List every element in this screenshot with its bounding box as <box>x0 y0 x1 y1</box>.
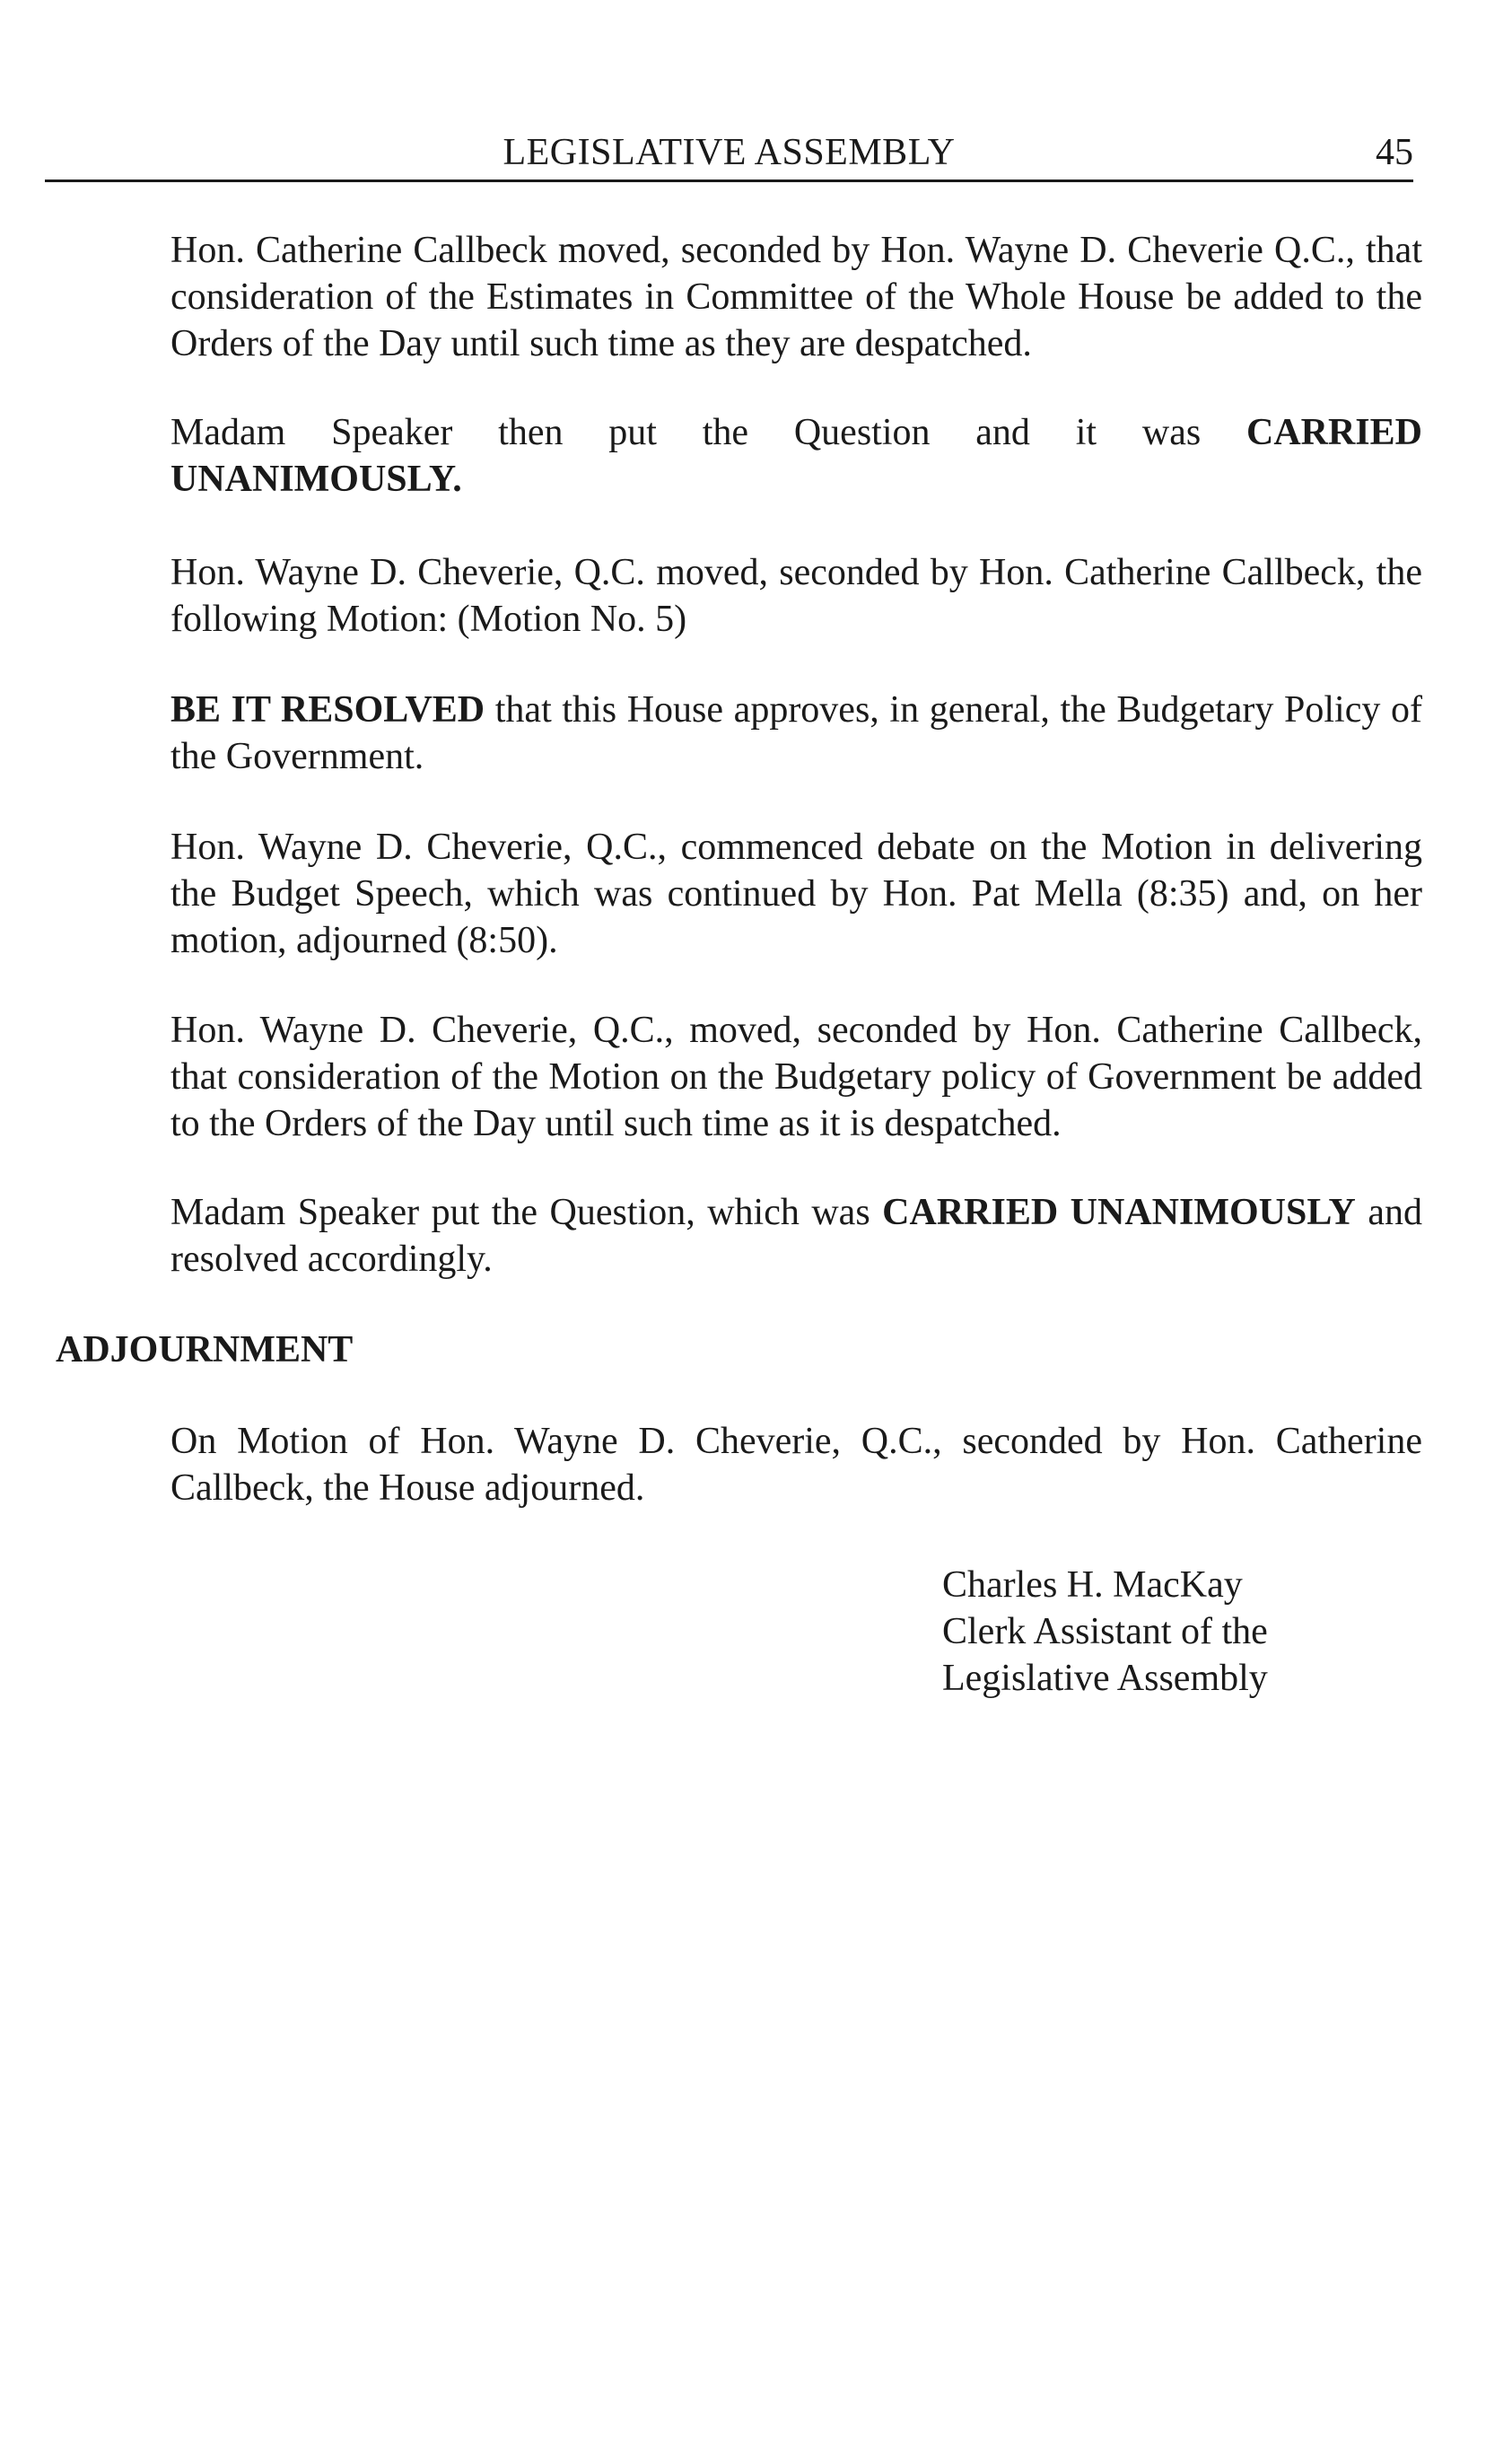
signatory-name: Charles H. MacKay <box>942 1564 1243 1606</box>
paragraph-question-carried <box>170 409 1422 503</box>
resolution-text: that this House approves, in general, the Budgetary Policy of the Government. <box>170 689 1422 777</box>
unanimously-label: UNANIMOUSLY. <box>170 459 462 500</box>
paragraph-budget-motion: Hon. Wayne D. Cheverie, Q.C. moved, seconded by Hon. Catherine Callbeck, the following Motion: (Motion No. 5) <box>170 552 1422 640</box>
question-line <box>170 409 1422 456</box>
paragraph-adjournment: On Motion of Hon. Wayne D. Cheverie, Q.C., seconded by Hon. Catherine Callbeck, the House adjourned. <box>170 1421 1422 1509</box>
paragraph-budgetary-policy: Hon. Wayne D. Cheverie, Q.C., moved, seconded by Hon. Catherine Callbeck, that consideration of the Motion on the Budgetary policy of Government be added to the Orders of the Day until such time as it is despatched. <box>170 1010 1422 1144</box>
question-text: Madam Speaker then put the Question and it was <box>170 412 1202 453</box>
paragraph-estimates-motion: Hon. Catherine Callbeck moved, seconded by Hon. Wayne D. Cheverie Q.C., that consideration of the Estimates in Committee of the Whole House be added to the Orders of the Day until such time as they are despatched. <box>170 230 1422 364</box>
page-header <box>45 126 1413 182</box>
signatory-title-line2: Legislative Assembly <box>942 1658 1268 1699</box>
carried-label: CARRIED <box>1245 412 1422 453</box>
resolved-label: BE IT RESOLVED <box>170 689 485 731</box>
question-text-2: Madam Speaker put the Question, which was <box>170 1192 883 1233</box>
resolved-accordingly-text: and resolved accordingly. <box>170 1192 1422 1280</box>
paragraph-budget-speech: Hon. Wayne D. Cheverie, Q.C., commenced debate on the Motion in delivering the Budget Speech, which was continued by Hon. Pat Mella (8:35) and, on her motion, adjourned (8:50). <box>170 827 1422 961</box>
paragraph-carried-unanimously <box>170 1189 1422 1283</box>
signatory-title-line1: Clerk Assistant of the <box>942 1611 1268 1652</box>
paragraph-resolution <box>170 687 1422 780</box>
carried-unanimously-label: CARRIED UNANIMOUSLY <box>882 1192 1356 1233</box>
header-title: LEGISLATIVE ASSEMBLY <box>503 132 956 173</box>
page-number: 45 <box>1376 132 1413 173</box>
signature-block <box>942 1562 1268 1702</box>
section-heading-adjournment: ADJOURNMENT <box>56 1329 354 1370</box>
